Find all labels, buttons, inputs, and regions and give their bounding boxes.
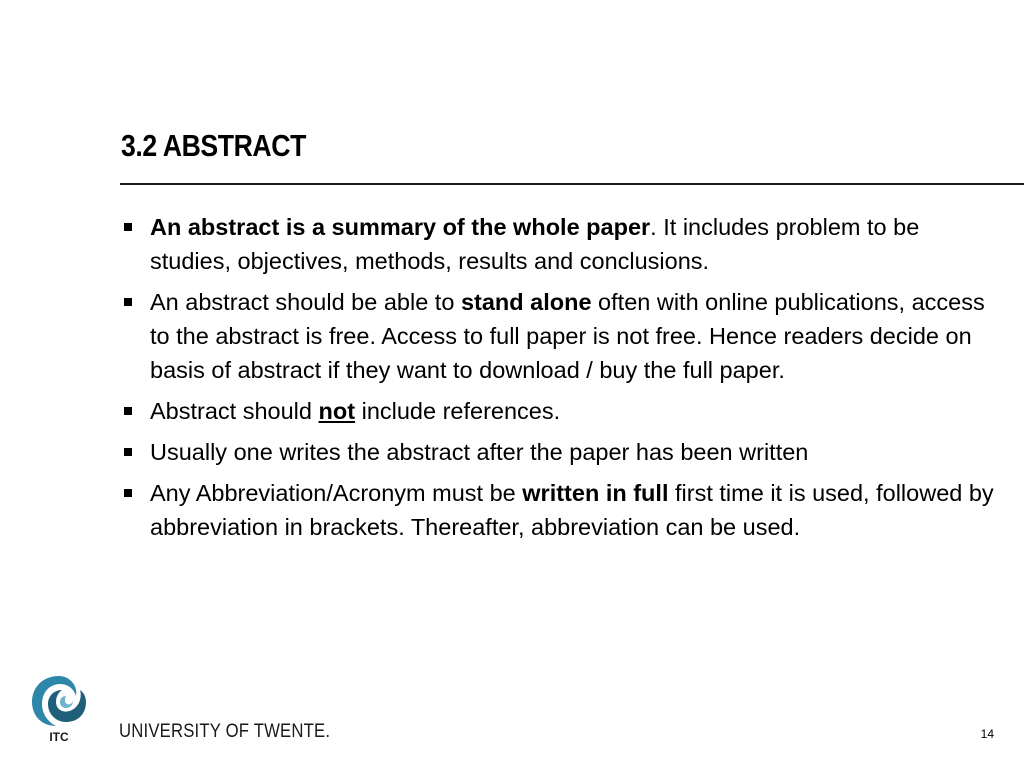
title-divider: [120, 183, 1024, 185]
bullet-text: Any Abbreviation/Acronym must be: [150, 480, 523, 506]
bullet-item: [122, 394, 1002, 428]
bullet-item: [122, 435, 1002, 469]
bullet-text-bold: An abstract is a summary of the whole paper: [150, 214, 651, 240]
itc-logo-icon: [28, 672, 90, 744]
square-bullet-icon: [124, 223, 132, 231]
university-name: UNIVERSITY OF TWENTE.: [119, 721, 331, 742]
slide-title: 3.2 ABSTRACT: [121, 128, 306, 163]
bullet-text: An abstract should be able to: [150, 289, 461, 315]
bullet-item: [122, 285, 1002, 387]
bullet-text: Usually one writes the abstract after the paper has been written: [150, 439, 809, 465]
logo-wordmark: ITC: [49, 730, 69, 744]
page-number: 14: [980, 727, 994, 741]
bullet-text-bold-underline: not: [318, 398, 356, 424]
square-bullet-icon: [124, 298, 132, 306]
square-bullet-icon: [124, 407, 132, 415]
bullet-text: often with online publications, access to the abstract is free. Access to full paper is not free. Hence readers decide on basis of abstract if they want to download / buy the full paper.: [150, 289, 985, 383]
bullet-text: Abstract should: [150, 398, 319, 424]
bullet-text: first time it is used, followed by abbreviation in brackets. Thereafter, abbreviation can be used.: [150, 480, 994, 540]
bullet-item: [122, 476, 1002, 544]
bullet-text: include references.: [355, 398, 561, 424]
bullet-text-bold: written in full: [522, 480, 669, 506]
bullet-text: . It includes problem to be studies, objectives, methods, results and conclusions.: [150, 214, 920, 274]
bullet-text-bold: stand alone: [460, 289, 592, 315]
square-bullet-icon: [124, 489, 132, 497]
bullet-item: [122, 210, 1002, 278]
square-bullet-icon: [124, 448, 132, 456]
bullet-list: [122, 210, 1002, 551]
